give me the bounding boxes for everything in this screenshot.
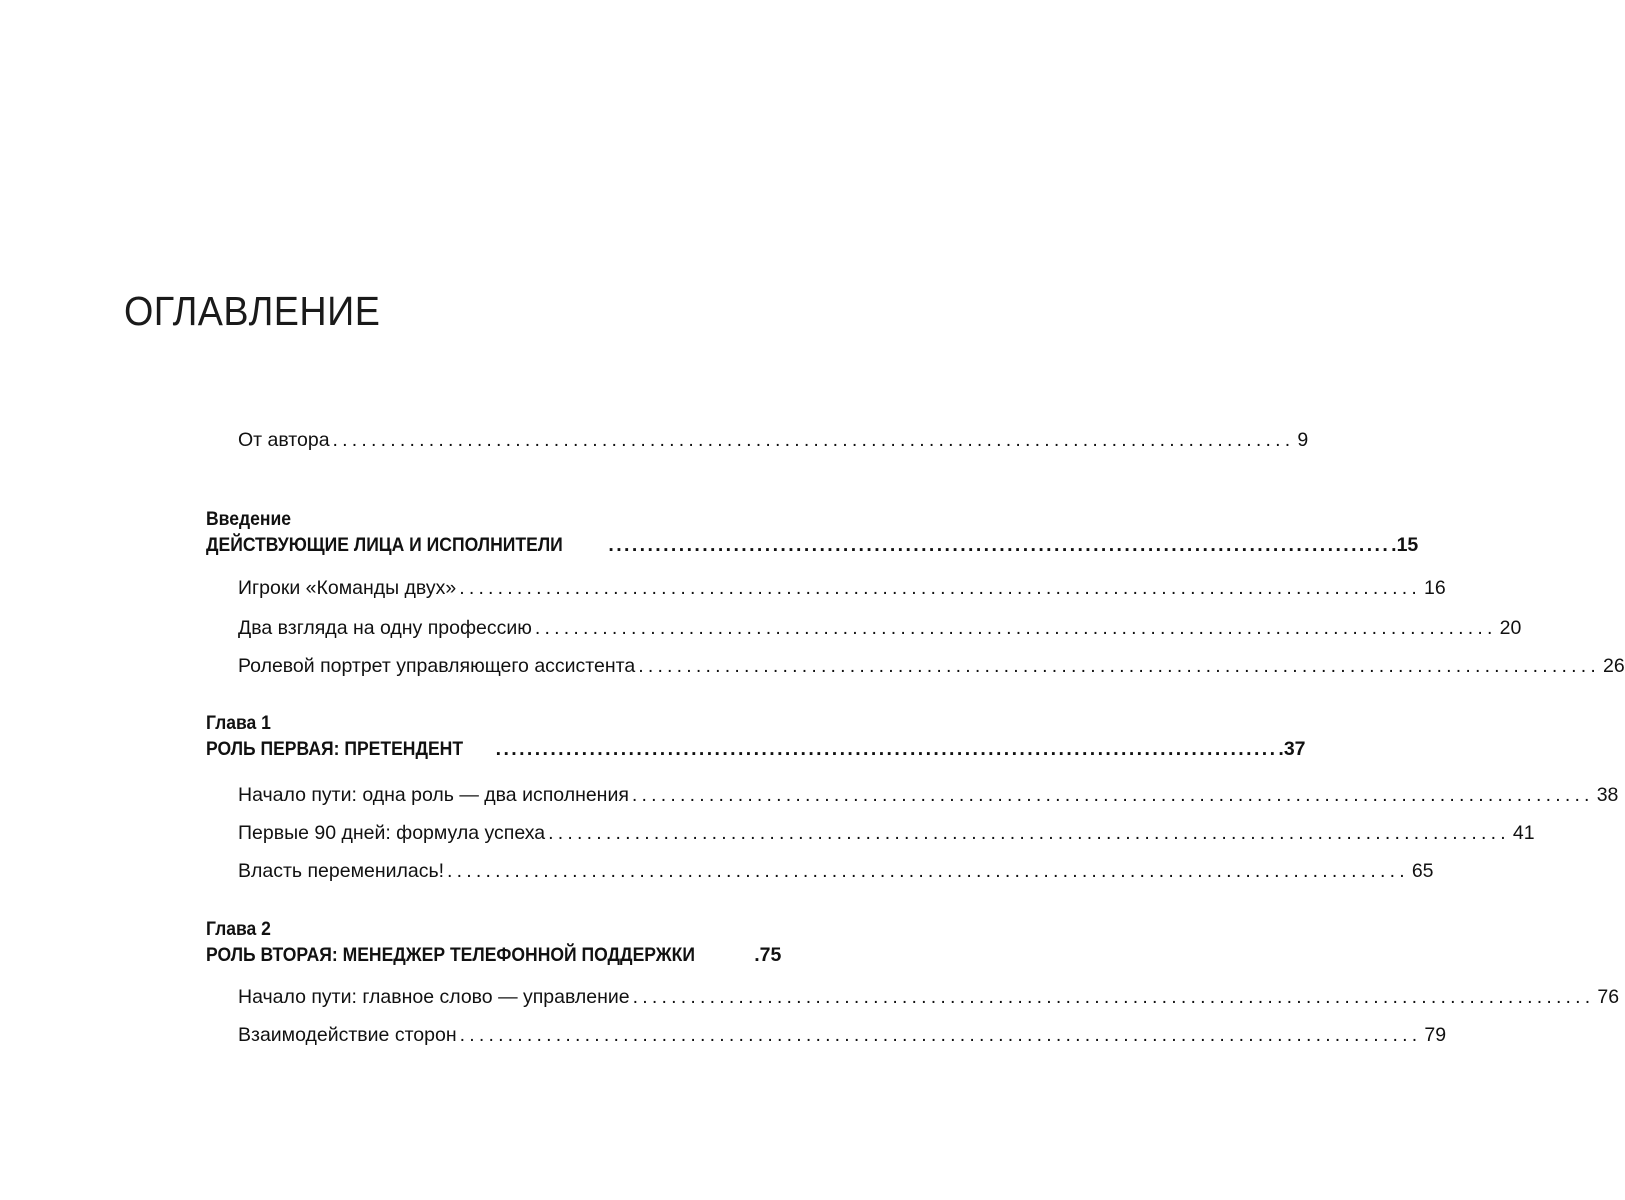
- toc-entry-text: Взаимодействие сторон: [238, 1024, 457, 1046]
- toc-page-number: .15: [1391, 534, 1419, 556]
- toc-page-number: 38: [1596, 784, 1619, 806]
- toc-entry[interactable]: [238, 576, 1446, 600]
- toc-section-heading[interactable]: [206, 737, 1306, 761]
- toc-entry[interactable]: [238, 1023, 1447, 1047]
- toc-page-number: 16: [1423, 577, 1446, 599]
- toc-entry-text: Власть переменилась!: [238, 860, 445, 882]
- toc-entry-author[interactable]: [238, 428, 1309, 452]
- toc-page-number: 41: [1512, 822, 1535, 844]
- toc-entry[interactable]: [238, 985, 1620, 1009]
- toc-page-number: .37: [1278, 738, 1306, 760]
- toc-page-number: .75: [754, 944, 782, 966]
- toc-page-number: 26: [1602, 655, 1625, 677]
- page-title: ОГЛАВЛЕНИЕ: [124, 288, 381, 334]
- dot-leader: ....................................................................................................: [459, 1024, 1422, 1046]
- toc-entry[interactable]: [238, 616, 1522, 640]
- toc-heading-text: ДЕЙСТВУЮЩИЕ ЛИЦА И ИСПОЛНИТЕЛИ: [206, 534, 563, 556]
- dot-leader: ....................................................................................................: [459, 577, 1421, 599]
- section-label: Глава 1: [206, 712, 271, 734]
- toc-heading-text: РОЛЬ ВТОРАЯ: МЕНЕДЖЕР ТЕЛЕФОННОЙ ПОДДЕРЖКИ: [206, 944, 695, 966]
- dot-leader: ....................................................................................................: [632, 986, 1595, 1008]
- toc-entry-text: От автора: [238, 429, 330, 451]
- dot-leader: ....................................................................................................: [548, 822, 1510, 844]
- toc-entry[interactable]: [238, 821, 1535, 845]
- toc-page-number: 9: [1297, 429, 1309, 451]
- toc-entry-text: Игроки «Команды двух»: [238, 577, 457, 599]
- toc-entry-text: Начало пути: одна роль — два исполнения: [238, 784, 629, 806]
- dot-leader: ....................................................................................................: [608, 534, 1391, 556]
- toc-page-number: 65: [1411, 860, 1434, 882]
- toc-page-number: 76: [1597, 986, 1620, 1008]
- dot-leader: ....................................................................................................: [631, 784, 1594, 806]
- dot-leader: ....................................................................................................: [495, 738, 1278, 760]
- dot-leader: ....................................................................................................: [332, 429, 1295, 451]
- dot-leader: ....................................................................................................: [447, 860, 1409, 882]
- toc-entry[interactable]: [238, 783, 1619, 807]
- toc-section-heading[interactable]: [206, 533, 1419, 557]
- toc-section-heading[interactable]: [206, 943, 782, 967]
- toc-entry-text: Первые 90 дней: формула успеха: [238, 822, 546, 844]
- section-label: Глава 2: [206, 918, 271, 940]
- toc-entry[interactable]: [238, 859, 1434, 883]
- dot-leader: ....................................................................................................: [534, 617, 1497, 639]
- toc-entry[interactable]: [238, 654, 1625, 678]
- toc-entry-text: Два взгляда на одну профессию: [238, 617, 532, 639]
- toc-entry-text: Ролевой портрет управляющего ассистента: [238, 655, 636, 677]
- toc-entry-text: Начало пути: главное слово — управление: [238, 986, 630, 1008]
- toc-heading-text: РОЛЬ ПЕРВАЯ: ПРЕТЕНДЕНТ: [206, 738, 464, 760]
- section-label: Введение: [206, 508, 292, 530]
- toc-page-number: 20: [1499, 617, 1522, 639]
- toc-page-number: 79: [1424, 1024, 1447, 1046]
- dot-leader: ....................................................................................................: [638, 655, 1600, 677]
